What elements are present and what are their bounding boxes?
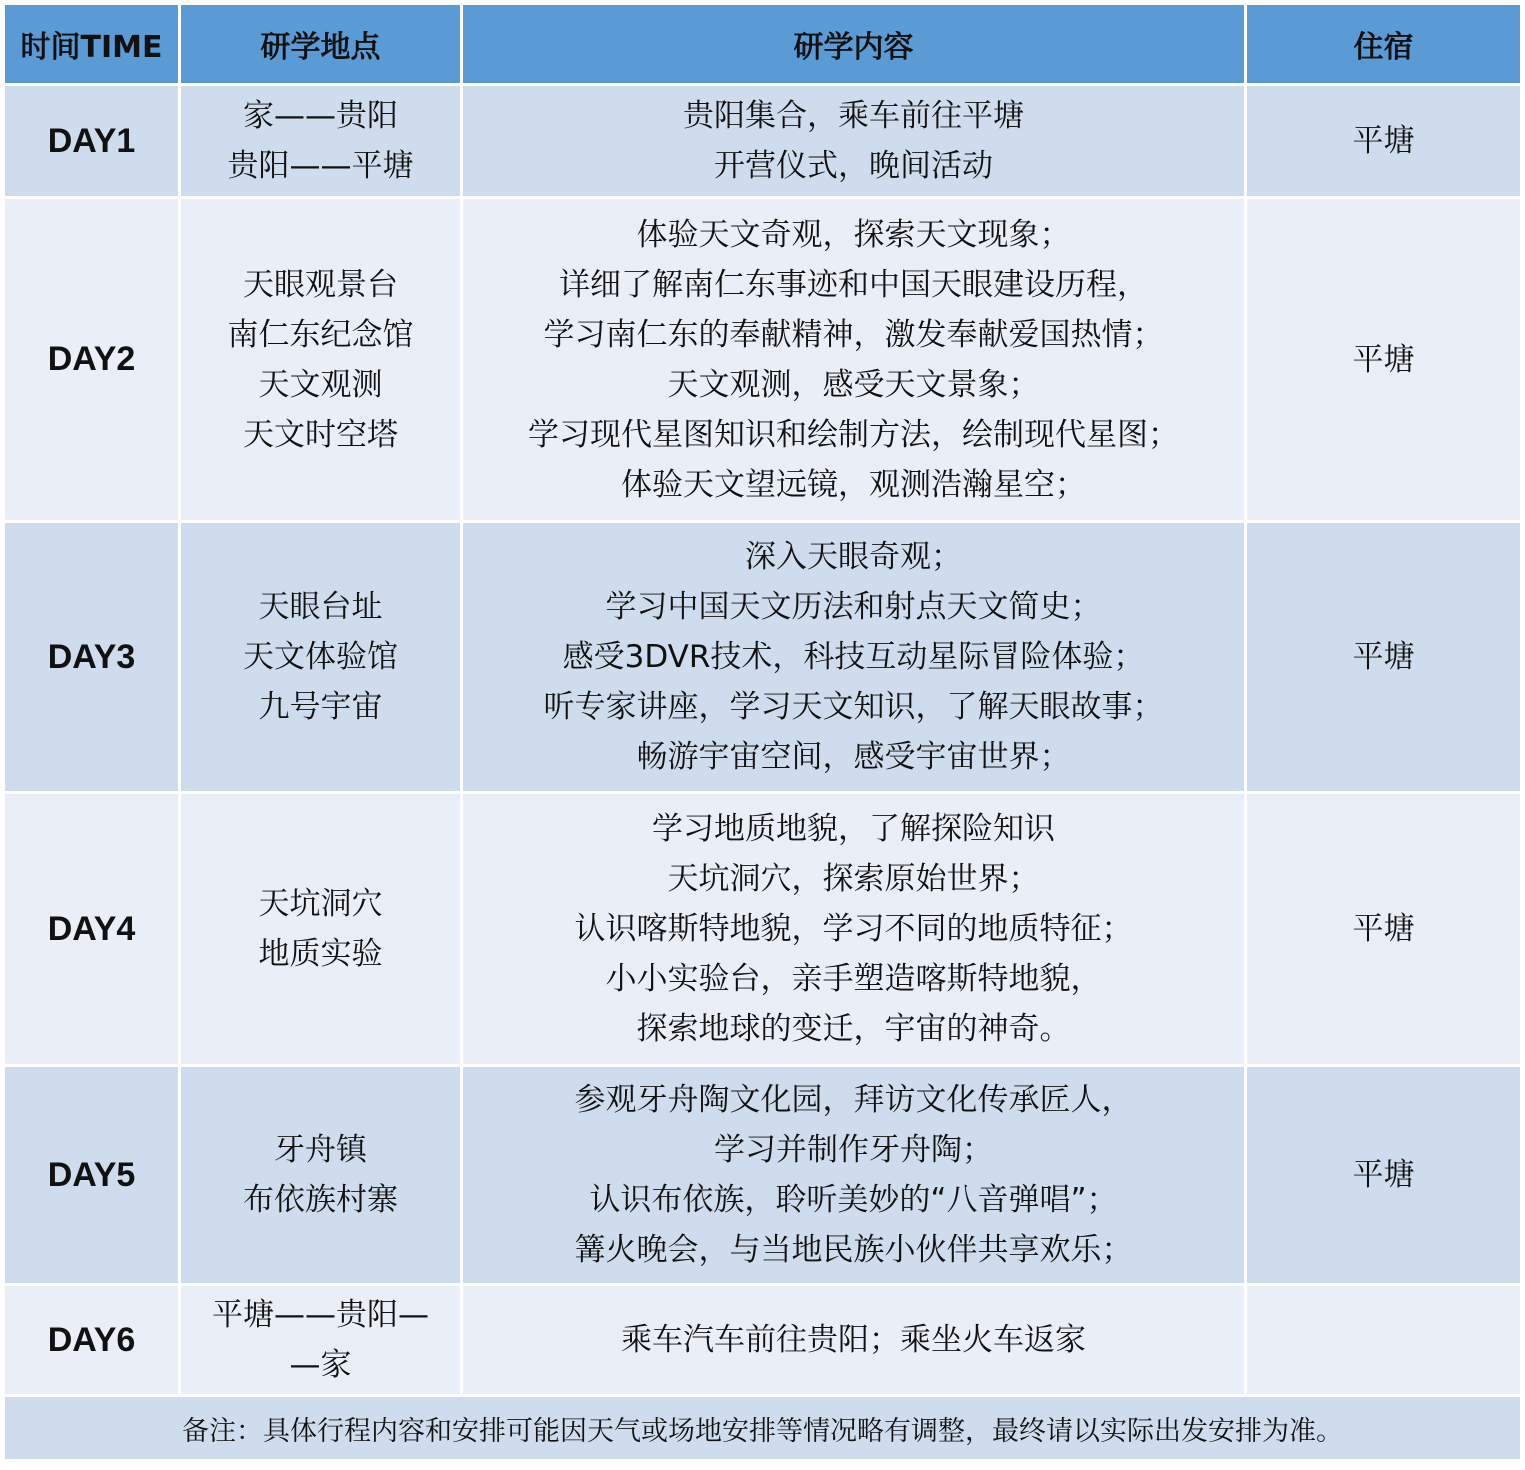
place-line: 天文观测: [258, 366, 383, 403]
stay-cell: 平塘: [1246, 198, 1522, 522]
place-line: 南仁东纪念馆: [227, 316, 414, 353]
content-line: 深入天眼奇观；: [745, 539, 962, 575]
stay-cell: 平塘: [1246, 1066, 1522, 1285]
content-line: 体验天文奇观，探索天文现象；: [636, 216, 1071, 253]
place-line: 天坑洞穴: [258, 886, 383, 922]
content-line: 篝火晚会，与当地民族小伙伴共享欢乐；: [574, 1232, 1133, 1268]
stay-cell: [1246, 1285, 1522, 1396]
place-cell: [180, 522, 462, 793]
place-line: 天眼观景台: [243, 266, 398, 303]
note-row: [4, 1396, 1522, 1461]
content-cell: [462, 1066, 1246, 1285]
content-line: 认识布依族，聆听美妙的“八音弹唱”；: [589, 1182, 1118, 1218]
table-row-day4: [4, 793, 1522, 1066]
footnote: 备注：具体行程内容和安排可能因天气或场地安排等情况略有调整，最终请以实际出发安排为准。: [4, 1396, 1522, 1461]
day-label: DAY4: [4, 793, 180, 1066]
day-label: DAY6: [4, 1285, 180, 1396]
header-stay: 住宿: [1246, 4, 1522, 85]
content-cell: [462, 793, 1246, 1066]
content-line: 天文观测，感受天文景象；: [667, 366, 1040, 403]
stay-cell: 平塘: [1246, 793, 1522, 1066]
place-line: 家——贵阳: [243, 98, 398, 134]
table-row-day6: [4, 1285, 1522, 1396]
content-cell: [462, 198, 1246, 522]
place-line: 布依族村寨: [243, 1182, 398, 1218]
content-cell: [462, 522, 1246, 793]
content-line: 贵阳集合，乘车前往平塘: [683, 98, 1024, 134]
content-line: 畅游宇宙空间，感受宇宙世界；: [636, 739, 1071, 775]
header-content: 研学内容: [462, 4, 1246, 85]
table-row-day3: [4, 522, 1522, 793]
content-line: 体验天文望远镜，观测浩瀚星空；: [621, 466, 1086, 503]
place-line: 贵阳——平塘: [227, 148, 414, 184]
header-place: 研学地点: [180, 4, 462, 85]
content-cell: [462, 1285, 1246, 1396]
day-label: DAY1: [4, 85, 180, 198]
stay-cell: 平塘: [1246, 522, 1522, 793]
place-cell: [180, 198, 462, 522]
itinerary-table: [2, 2, 1523, 1462]
content-line: 参观牙舟陶文化园，拜访文化传承匠人，: [574, 1082, 1133, 1118]
header-time: 时间TIME: [4, 4, 180, 85]
content-line: 探索地球的变迁，宇宙的神奇。: [636, 1011, 1071, 1047]
place-cell: [180, 793, 462, 1066]
content-line: 认识喀斯特地貌，学习不同的地质特征；: [574, 911, 1133, 947]
stay-cell: 平塘: [1246, 85, 1522, 198]
place-line: 牙舟镇: [274, 1132, 367, 1168]
content-line: 学习现代星图知识和绘制方法，绘制现代星图；: [528, 416, 1179, 453]
content-line: 小小实验台，亲手塑造喀斯特地貌，: [605, 961, 1102, 997]
content-line: 学习地质地貌，了解探险知识: [652, 811, 1055, 847]
content-line: 学习南仁东的奉献精神，激发奉献爱国热情；: [543, 316, 1164, 353]
table-row-day1: [4, 85, 1522, 198]
day-label: DAY2: [4, 198, 180, 522]
header-row: [4, 4, 1522, 85]
content-line: 详细了解南仁东事迹和中国天眼建设历程，: [559, 266, 1148, 303]
place-line: 九号宇宙: [258, 689, 383, 725]
place-cell: [180, 1285, 462, 1396]
place-cell: [180, 85, 462, 198]
place-line: 平塘——贵阳—: [212, 1297, 429, 1333]
table-row-day5: [4, 1066, 1522, 1285]
content-line: 学习中国天文历法和射点天文简史；: [605, 589, 1102, 625]
place-line: 天眼台址: [258, 589, 383, 625]
place-line: 天文体验馆: [243, 639, 398, 675]
content-line: 乘车汽车前往贵阳；乘坐火车返家: [621, 1322, 1086, 1358]
content-line: 听专家讲座，学习天文知识，了解天眼故事；: [543, 689, 1164, 725]
place-cell: [180, 1066, 462, 1285]
content-line: 开营仪式，晚间活动: [714, 148, 993, 184]
content-line: 学习并制作牙舟陶；: [714, 1132, 993, 1168]
table-row-day2: [4, 198, 1522, 522]
place-line: 地质实验: [258, 936, 383, 972]
content-cell: [462, 85, 1246, 198]
day-label: DAY3: [4, 522, 180, 793]
content-line: 天坑洞穴，探索原始世界；: [667, 861, 1040, 897]
content-line: 感受3DVR技术，科技互动星际冒险体验；: [562, 639, 1145, 675]
place-line: —家: [289, 1347, 352, 1383]
place-line: 天文时空塔: [243, 416, 398, 453]
day-label: DAY5: [4, 1066, 180, 1285]
